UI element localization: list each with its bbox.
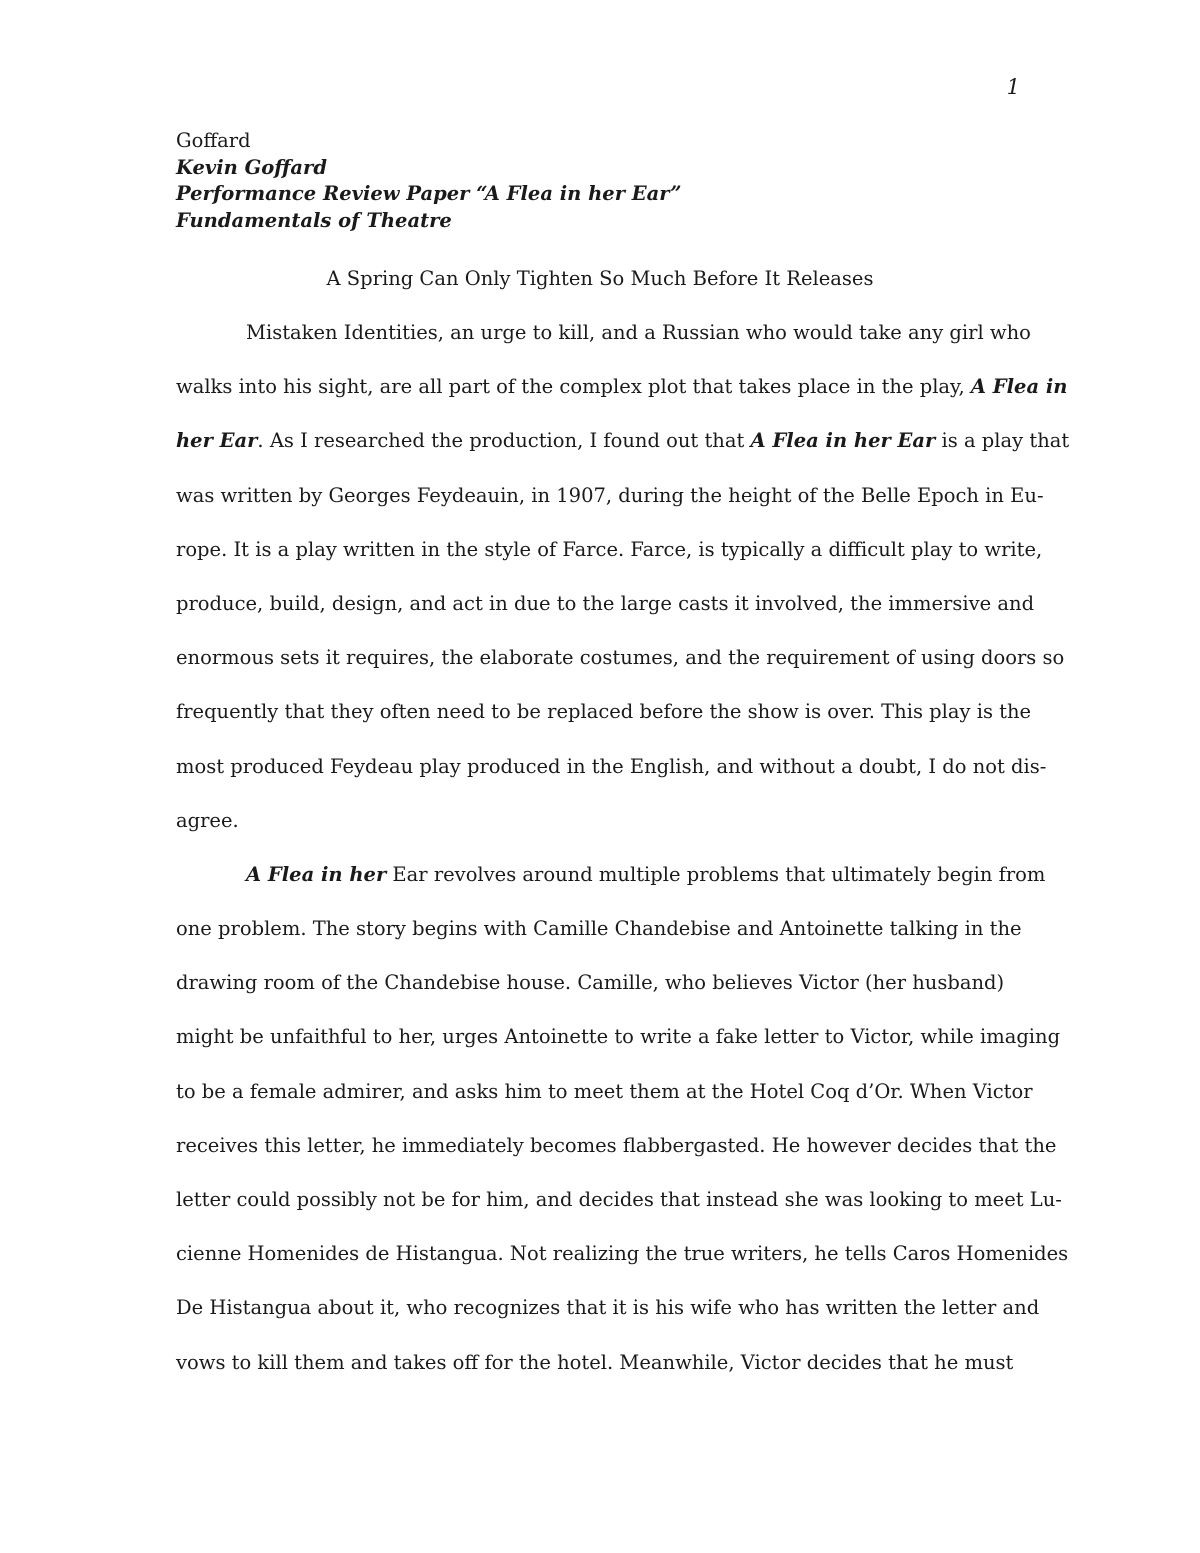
play-title-run: A Flea in her Ear: [750, 429, 936, 453]
text-line: rope. It is a play written in the style of Farce. Farce, is typically a difficult play to write,: [176, 537, 1043, 561]
paper-name: Performance Review Paper “A Flea in her Ear”: [176, 182, 682, 205]
text-run: walks into his sight, are all part of the complex plot that takes place in the play,: [176, 375, 971, 399]
text-line: frequently that they often need to be replaced before the show is over. This play is the: [176, 700, 1032, 724]
text-line: might be unfaithful to her, urges Antoinette to write a fake letter to Victor, while imaging: [176, 1025, 1061, 1049]
play-title-run: A Flea in: [970, 375, 1068, 399]
text-line: De Histangua about it, who recognizes that it is his wife who has written the letter and: [176, 1296, 1040, 1320]
text-run: . As I researched the production, I found out that: [257, 429, 751, 453]
play-title-run: her Ear: [176, 429, 258, 453]
text-line: drawing room of the Chandebise house. Camille, who believes Victor (her husband): [176, 971, 1005, 995]
course-name: Fundamentals of Theatre: [176, 208, 452, 232]
header-block: [176, 128, 1026, 234]
text-line: to be a female admirer, and asks him to meet them at the Hotel Coq d’Or. When Victor: [176, 1079, 1033, 1103]
text-line: Mistaken Identities, an urge to kill, and a Russian who would take any girl who: [246, 321, 1031, 344]
text-line: agree.: [176, 808, 239, 832]
text-line: receives this letter, he immediately becomes flabbergasted. He however decides that the: [176, 1133, 1057, 1157]
text-line: [176, 861, 1046, 915]
play-title-run: A Flea in her: [246, 862, 387, 886]
author-name: Kevin Goffard: [176, 155, 327, 179]
text-line: enormous sets it requires, the elaborate costumes, and the requirement of using doors so: [176, 646, 1065, 670]
text-line: was written by Georges Feydeauin, in 1907, during the height of the Belle Epoch in Eu-: [176, 483, 1044, 507]
text-line: letter could possibly not be for him, and decides that instead she was looking to meet Lu-: [176, 1188, 1062, 1211]
body-text: [176, 319, 1070, 1403]
text-run: is a play that: [935, 429, 1070, 453]
text-line: cienne Homenides de Histangua. Not realizing the true writers, he tells Caros Homenides: [176, 1242, 1069, 1266]
text-line: [176, 427, 1070, 481]
running-head: Goffard: [176, 129, 251, 152]
text-line: vows to kill them and takes off for the hotel. Meanwhile, Victor decides that he must: [176, 1350, 1014, 1374]
page-number: 1: [1006, 75, 1020, 99]
text-run: Ear revolves around multiple problems that ultimately begin from: [386, 862, 1046, 886]
text-line: one problem. The story begins with Camille Chandebise and Antoinette talking in the: [176, 917, 1022, 941]
text-line: most produced Feydeau play produced in the English, and without a doubt, I do not dis-: [176, 754, 1047, 778]
text-line: produce, build, design, and act in due to the large casts it involved, the immersive and: [176, 591, 1035, 615]
paper-title: A Spring Can Only Tighten So Much Before It Releases: [326, 267, 874, 290]
text-line: [176, 373, 1068, 427]
